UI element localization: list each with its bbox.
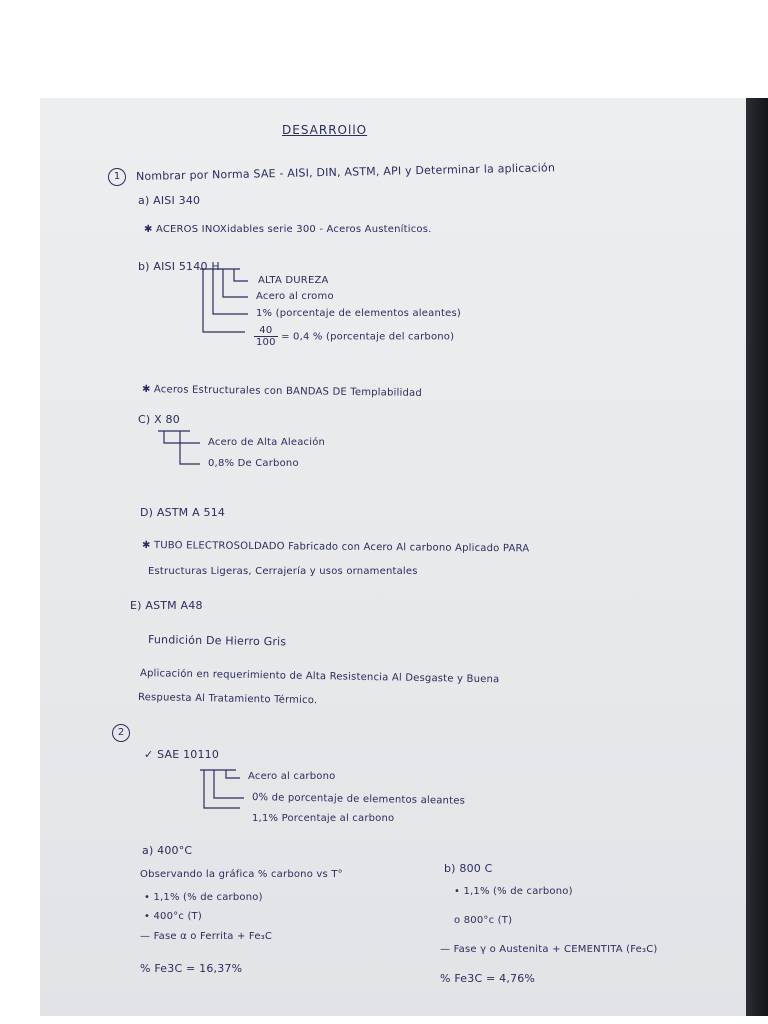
s2a-line-2: • 1,1% (% de carbono) <box>144 892 263 903</box>
bracket-b-aleantes <box>213 269 248 314</box>
bracket-b-carbono <box>203 269 245 332</box>
item-d-line2: Estructuras Ligeras, Cerrajería y usos ornamentales <box>148 566 418 577</box>
fraction-40-100: $\frac{40}{100}$ <box>256 325 276 348</box>
item-b-dureza: ALTA DUREZA <box>258 275 329 286</box>
bracket-s2-porcentaje <box>204 770 240 808</box>
s2a-line-1: Observando la gráfica % carbono vs T° <box>140 869 343 880</box>
s2-item-porcentaje: 1,1% Porcentaje al carbono <box>252 813 395 824</box>
section-2-number: 2 <box>112 724 130 742</box>
item-b-heading: b) AISI 5140 H <box>138 260 220 273</box>
item-a-heading: a) AISI 340 <box>138 194 201 207</box>
s2a-line-4: — Fase α o Ferrita + Fe₃C <box>140 931 273 942</box>
s2a-heading: a) 400°C <box>142 844 193 857</box>
bracket-b-cromo <box>223 269 248 297</box>
bracket-s2-aleantes <box>214 770 244 798</box>
item-d-line1: ✱ TUBO ELECTROSOLDADO Fabricado con Acero Al carbono Aplicado PARA <box>141 540 530 555</box>
s2-item-carbono: Acero al carbono <box>248 771 336 782</box>
item-d-heading: D) ASTM A 514 <box>140 506 226 519</box>
s2a-result: % Fe3C = 16,37% <box>140 962 243 975</box>
item-e-line3: Respuesta Al Tratamiento Térmico. <box>137 692 318 707</box>
item-e-heading: E) ASTM A48 <box>130 599 203 612</box>
s2b-result: % Fe3C = 4,76% <box>440 972 536 985</box>
item-b-carbono: $\frac{40}{100}$ = 0,4 % (porcentaje del carbono) <box>256 325 455 348</box>
s2b-line-2: o 800°c (T) <box>454 915 513 926</box>
item-e-line2: Aplicación en requerimiento de Alta Resistencia Al Desgaste y Buena <box>139 668 500 686</box>
bracket-c-carbono <box>180 431 200 464</box>
s2b-heading: b) 800 C <box>444 862 493 875</box>
section-1-number: 1 <box>108 168 126 186</box>
item-b-aleantes: 1% (porcentaje de elementos aleantes) <box>256 308 461 319</box>
bracket-s2-carbono <box>226 770 240 778</box>
item-c-carbono: 0,8% De Carbono <box>208 458 299 469</box>
intro-line: Nombrar por Norma SAE - AISI, DIN, ASTM, API y Determinar la aplicación <box>135 161 556 183</box>
item-c-heading: C) X 80 <box>138 413 180 426</box>
handwritten-page <box>40 98 746 1016</box>
item-b-note: ✱ Aceros Estructurales con BANDAS DE Templabilidad <box>141 384 423 399</box>
bracket-c-aleacion <box>164 431 200 443</box>
section-2-heading: ✓ SAE 10110 <box>144 748 220 761</box>
background-edge <box>746 98 768 1016</box>
s2a-line-3: • 400°c (T) <box>144 911 202 922</box>
item-b-cromo: Acero al cromo <box>256 291 334 302</box>
item-c-aleacion: Acero de Alta Aleación <box>208 437 326 448</box>
bracket-b-dureza <box>234 269 248 281</box>
s2b-line-3: — Fase γ o Austenita + CEMENTITA (Fe₃C) <box>440 944 658 955</box>
item-a-note: ✱ ACEROS INOXidables serie 300 - Aceros Austeníticos. <box>144 224 432 235</box>
s2b-line-1: • 1,1% (% de carbono) <box>454 886 573 897</box>
item-e-line1: Fundición De Hierro Gris <box>147 633 287 649</box>
page-title: DESARROllO <box>282 123 368 137</box>
s2-item-aleantes: 0% de porcentaje de elementos aleantes <box>251 792 466 807</box>
